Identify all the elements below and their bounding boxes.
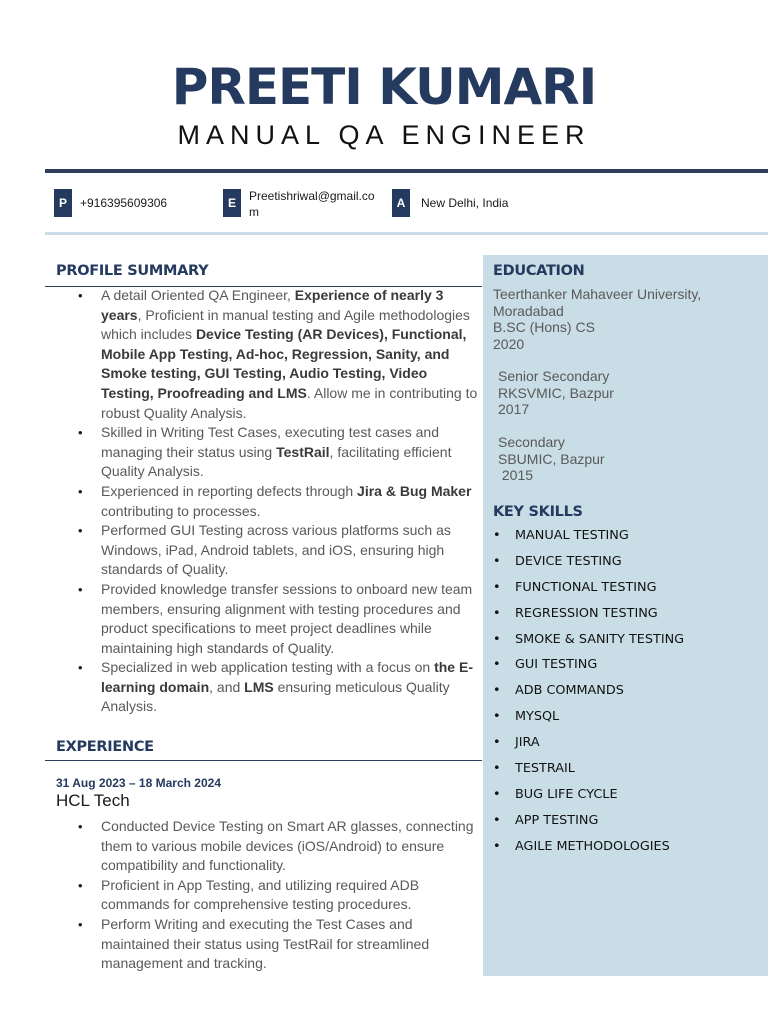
education-city: Moradabad [493, 302, 564, 319]
list-item: • Proficient in App Testing, and utilizing required ADB commands for comprehensive testing procedures. [78, 876, 478, 915]
skill-item: • JIRA [493, 734, 684, 760]
experience-heading: EXPERIENCE [56, 739, 154, 755]
bold-text: Device Testing (AR Devices), Functional, Mobile App Testing, Ad-hoc, Regression, Sanity, and Smoke testing, GUI Testing, Audio Testing, Video Testing, Proofreading and LMS [101, 326, 467, 401]
education-school: Teerthanker Mahaveer University, [493, 286, 702, 302]
header-divider [45, 169, 768, 173]
candidate-name: PREETI KUMARI [171, 58, 597, 116]
email-address [249, 188, 375, 220]
text-run: , Proficient in manual testing and Agile methodologies which includes [101, 306, 470, 343]
education-year: 2017 [498, 401, 530, 417]
text-run: contributing to processes. [101, 502, 261, 519]
list-item [78, 286, 478, 423]
profile-summary-heading: PROFILE SUMMARY [56, 263, 209, 279]
education-year: 2015 [498, 467, 534, 483]
email-badge: E [223, 189, 241, 217]
list-item [78, 482, 478, 521]
education-entry [493, 286, 701, 352]
skill-item: • MYSQL [493, 708, 684, 734]
education-school: SBUMIC, Bazpur [498, 450, 605, 467]
profile-summary-list [78, 286, 478, 717]
experience-heading-rule [45, 760, 482, 761]
list-item [78, 658, 478, 717]
skill-item: • APP TESTING [493, 812, 684, 838]
bold-text: the E-learning domain [101, 659, 473, 695]
text-run: . Allow me in contributing to robust Quality Analysis. [101, 384, 478, 421]
text-run: ensuring meticulous Quality Analysis. [101, 678, 450, 715]
skill-item: • FUNCTIONAL TESTING [493, 579, 684, 605]
list-item [78, 423, 478, 482]
education-year: 2020 [493, 335, 525, 352]
key-skills-heading: KEY SKILLS [493, 504, 583, 520]
key-skills-list [493, 527, 684, 864]
phone-badge: P [54, 189, 72, 217]
text-run: A detail Oriented QA Engineer, [101, 287, 295, 303]
text-run: , facilitating efficient Quality Analysis. [101, 443, 452, 480]
education-heading: EDUCATION [493, 263, 585, 279]
address-badge: A [392, 189, 410, 217]
skill-item: • TESTRAIL [493, 760, 684, 786]
text-run: Experienced in reporting defects through [101, 482, 358, 499]
education-level: Senior Secondary [498, 368, 610, 384]
text-run: Skilled in Writing Test Cases, executing test cases and managing their status using [101, 424, 439, 460]
bold-text: LMS [244, 678, 274, 695]
skill-item: • SMOKE & SANITY TESTING [493, 631, 684, 657]
list-item [78, 521, 478, 580]
skill-item: • AGILE METHODOLOGIES [493, 838, 684, 864]
job-title: MANUAL QA ENGINEER [177, 120, 591, 150]
email-line-2: m [249, 205, 259, 219]
address: New Delhi, India [421, 196, 509, 210]
contact-divider [45, 232, 768, 235]
bold-text: Experience of nearly 3 years [101, 287, 444, 323]
skill-item: • REGRESSION TESTING [493, 605, 684, 631]
experience-date: 31 Aug 2023 – 18 March 2024 [56, 776, 221, 790]
text-run: Provided knowledge transfer sessions to onboard new team members, ensuring alignment with testing procedures and product specifications to meet project deadlines while maintaining high standards of Quality. [101, 580, 473, 656]
skill-item: • DEVICE TESTING [493, 553, 684, 579]
list-item [78, 580, 478, 658]
text-run: , and [209, 678, 245, 695]
bold-text: TestRail [276, 443, 330, 460]
skill-item: • BUG LIFE CYCLE [493, 786, 684, 812]
bold-text: Jira & Bug Maker [357, 482, 472, 499]
text-run: Specialized in web application testing with a focus on [101, 659, 435, 676]
list-item: • Conducted Device Testing on Smart AR glasses, connecting them to various mobile devices (iOS/Android) to ensure compatibility and functionality. [78, 817, 478, 876]
education-entry [498, 434, 605, 484]
education-degree: B.SC (Hons) CS [493, 319, 595, 335]
email-line-1: Preetishriwal@gmail.co [249, 189, 375, 203]
education-entry [498, 368, 614, 418]
experience-list [78, 817, 478, 974]
experience-company: HCL Tech [56, 791, 130, 810]
skill-item: • MANUAL TESTING [493, 527, 684, 553]
list-item: • Perform Writing and executing the Test Cases and maintained their status using TestRail for streamlined management and tracking. [78, 915, 478, 974]
education-level: Secondary [498, 434, 565, 450]
phone-number: +916395609306 [80, 196, 168, 210]
text-run: Performed GUI Testing across various platforms such as Windows, iPad, Android tablets, and iOS, ensuring high standards of Quality. [101, 522, 451, 578]
skill-item: • ADB COMMANDS [493, 682, 684, 708]
education-school: RKSVMIC, Bazpur [498, 384, 614, 401]
skill-item: • GUI TESTING [493, 656, 684, 682]
